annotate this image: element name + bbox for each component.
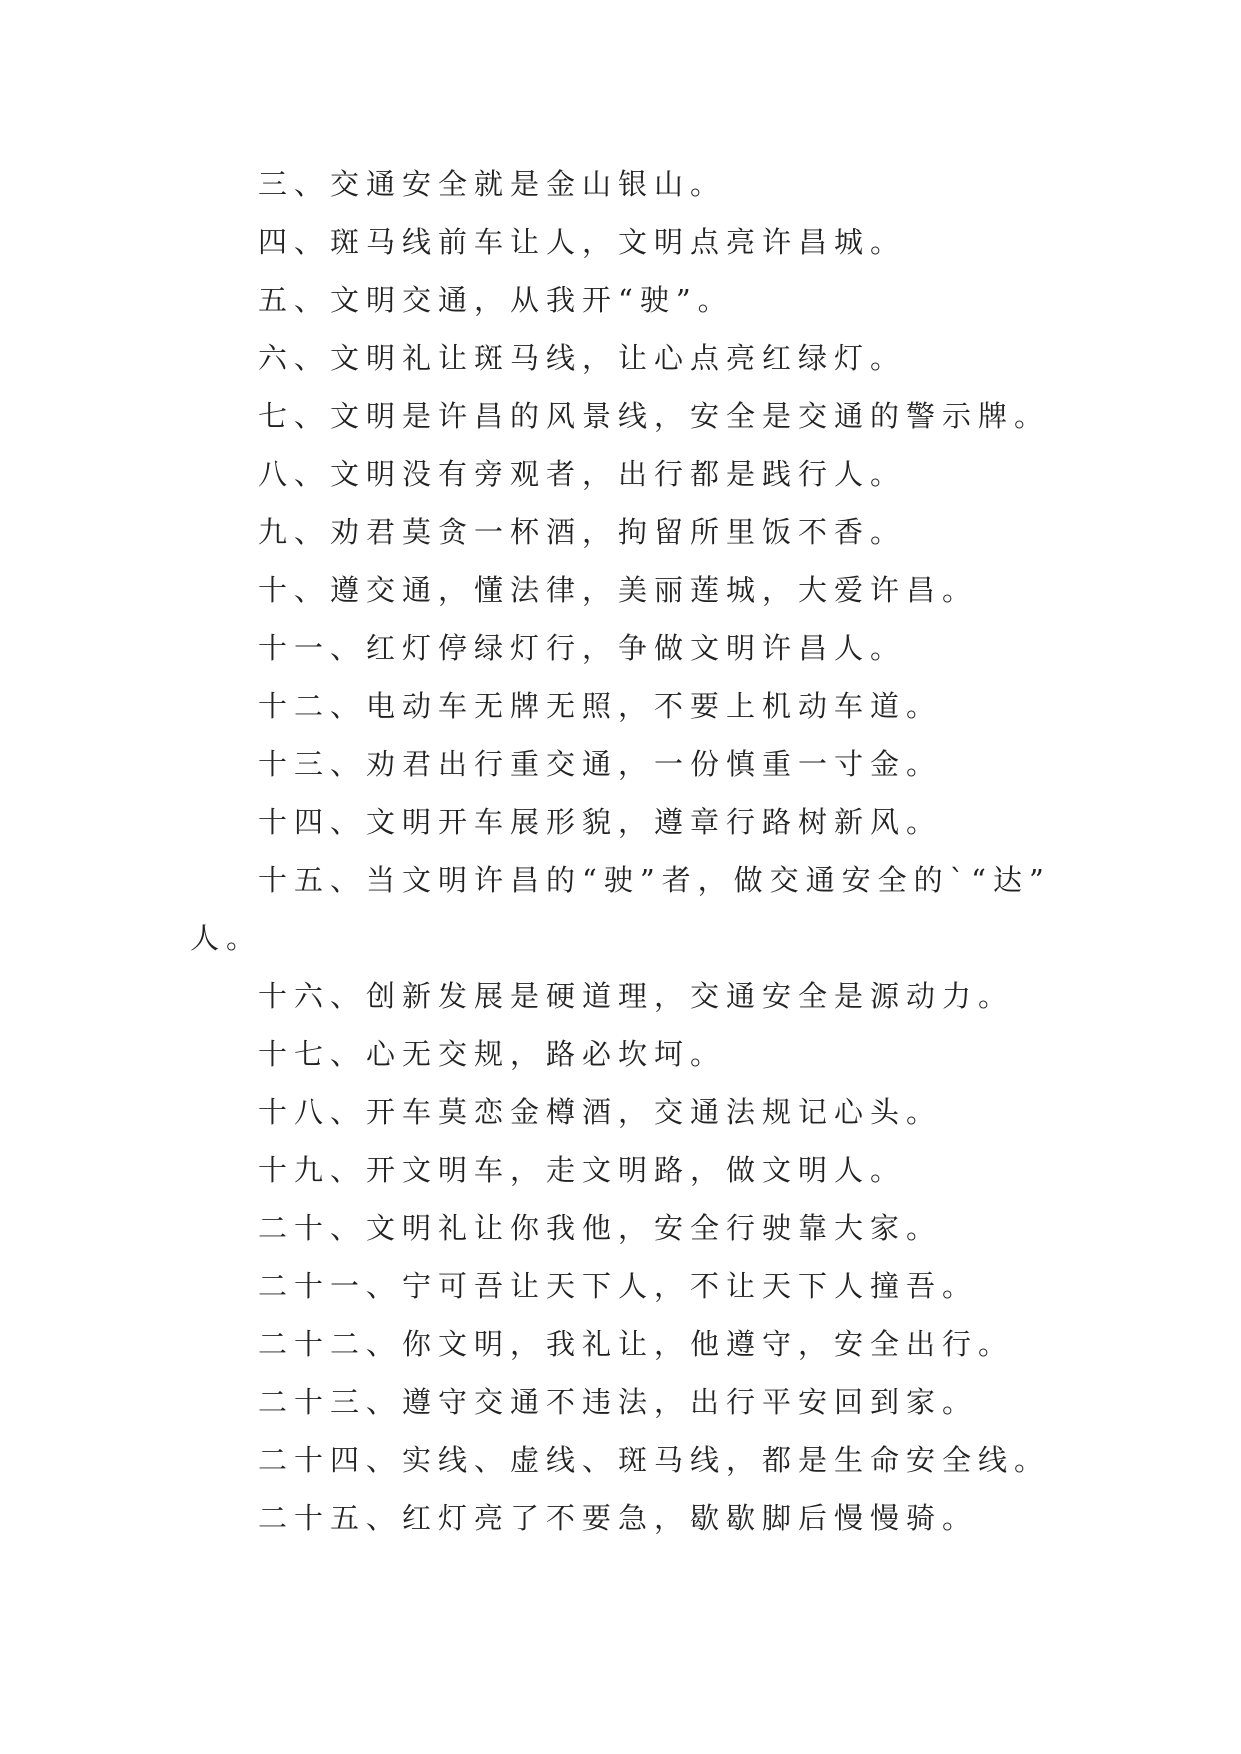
text-line: 二十二、你文明，我礼让，他遵守，安全出行。: [258, 1327, 1015, 1361]
text-line: 四、斑马线前车让人，文明点亮许昌城。: [258, 225, 907, 259]
text-line: 十七、心无交规，路必坎坷。: [258, 1037, 727, 1071]
text-line: 六、文明礼让斑马线，让心点亮红绿灯。: [258, 341, 907, 375]
text-line: 三、交通安全就是金山银山。: [258, 167, 727, 201]
text-line-continuation: 人。: [190, 921, 263, 955]
text-line: 二十三、遵守交通不违法，出行平安回到家。: [258, 1385, 979, 1419]
text-line: 十一、红灯停绿灯行，争做文明许昌人。: [258, 631, 907, 665]
text-line: 八、文明没有旁观者，出行都是践行人。: [258, 457, 907, 491]
text-line: 二十、文明礼让你我他，安全行驶靠大家。: [258, 1211, 943, 1245]
text-line: 五、文明交通，从我开“驶”。: [258, 283, 734, 317]
text-line: 七、文明是许昌的风景线，安全是交通的警示牌。: [258, 399, 1051, 433]
text-line: 十九、开文明车，走文明路，做文明人。: [258, 1153, 907, 1187]
text-line: 九、劝君莫贪一杯酒，拘留所里饭不香。: [258, 515, 907, 549]
text-line: 十八、开车莫恋金樽酒，交通法规记心头。: [258, 1095, 943, 1129]
document-body: [190, 155, 1050, 1547]
text-line: 十三、劝君出行重交通，一份慎重一寸金。: [258, 747, 943, 781]
text-line: 二十五、红灯亮了不要急，歇歇脚后慢慢骑。: [258, 1501, 979, 1535]
text-line: 十四、文明开车展形貌，遵章行路树新风。: [258, 805, 943, 839]
text-line: 二十四、实线、虚线、斑马线，都是生命安全线。: [258, 1443, 1051, 1477]
text-line: 十二、电动车无牌无照，不要上机动车道。: [258, 689, 943, 723]
text-line: 十六、创新发展是硬道理，交通安全是源动力。: [258, 979, 1015, 1013]
text-line: 十、遵交通，懂法律，美丽莲城，大爱许昌。: [258, 573, 979, 607]
text-line: 二十一、宁可吾让天下人，不让天下人撞吾。: [258, 1269, 979, 1303]
text-line: 十五、当文明许昌的“驶”者，做交通安全的`“达”: [258, 863, 1051, 897]
